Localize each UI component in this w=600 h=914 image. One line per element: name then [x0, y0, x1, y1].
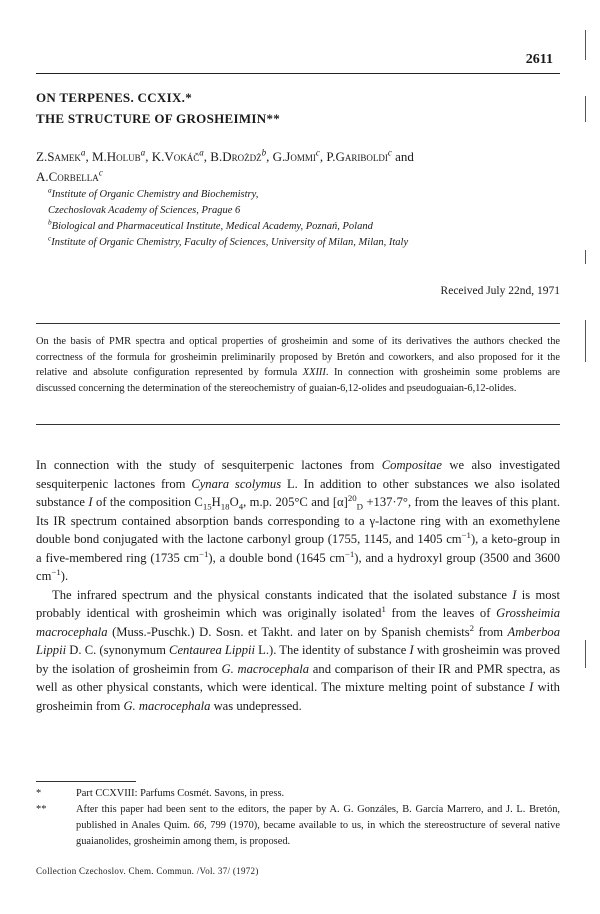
footnotes: [36, 786, 560, 850]
text-run: and comparison of their IR and PMR spectra, as well as other physical constants, which were identical. The mixture melting point of substance: [36, 661, 560, 694]
edge-mark: [585, 250, 586, 264]
abstract-top-rule: [36, 323, 560, 324]
rotation-temperature: 20: [347, 492, 357, 503]
footnote: [36, 786, 560, 802]
author-name: K.Vokáč: [151, 149, 200, 164]
author-name: M.Holub: [91, 149, 141, 164]
text-run: The infrared spectrum and the physical constants indicated that the isolated substance: [52, 587, 513, 602]
text-run: ).: [60, 569, 69, 583]
footnote-mark: **: [36, 804, 47, 815]
unit-exponent: −1: [51, 566, 61, 577]
formula-subscript: 4: [238, 501, 244, 512]
edge-mark: [585, 640, 586, 668]
affiliation: [48, 235, 568, 251]
rotation-line: D: [356, 501, 364, 512]
text-run: O: [229, 495, 239, 509]
affiliation-text: Institute of Organic Chemistry and Biochemistry,: [51, 189, 259, 200]
taxon-name: Amberboa Lippii: [36, 624, 560, 657]
text-run: L. In addition to other substances we also isolated substance: [36, 476, 560, 509]
abstract-bottom-rule: [36, 424, 560, 425]
text-run: In connection with the study of sesquiterpenic lactones from: [36, 458, 382, 472]
formula-subscript: 18: [220, 501, 230, 512]
text-run: (Muss.-Puschk.) D. Sosn. et Takht. and later on by Spanish chemists: [107, 624, 470, 639]
taxon-name: G. macrocephala: [123, 698, 211, 713]
page-number: 2611: [525, 52, 553, 67]
affiliation-label: a: [48, 185, 52, 195]
text-run: ), a double bond (1645 cm: [208, 550, 345, 565]
affiliation: [48, 187, 568, 203]
edge-mark: [585, 320, 586, 362]
affiliation: [48, 219, 568, 235]
affiliation-mark: c: [387, 147, 392, 158]
abstract-text: . In connection with grosheimin some problems are discussed concerning the determination of the stereochemistry of guaian-6,12-olides and pseudoguaian-6,12-olides.: [36, 367, 560, 395]
compound-ref: I: [409, 643, 414, 657]
received-date: Received July 22nd, 1971: [440, 285, 560, 297]
unit-exponent: −1: [199, 548, 209, 559]
body-text: [36, 456, 560, 715]
text-run: with grosheimin from: [36, 680, 560, 713]
author-name: A.Corbella: [36, 169, 99, 184]
text-run: we also investigated sesquiterpenic lactones from: [36, 458, 560, 491]
text-run: , m.p. 205°C and [α]: [243, 495, 348, 509]
footnote-text: Part CCXVIII: Parfums Cosmét. Savons, in press.: [76, 788, 285, 799]
text-run: D. C. (synonymum: [66, 643, 170, 657]
citation-mark: 2: [469, 622, 475, 633]
journal-footer: Collection Czechoslov. Chem. Commun. /Vol. 37/ (1972): [36, 866, 259, 876]
edge-mark: [585, 96, 586, 122]
affiliation-mark: b: [261, 147, 267, 158]
journal-volume: 66: [193, 820, 205, 831]
text-run: of the composition C: [92, 495, 203, 509]
text-run: from: [474, 624, 508, 639]
affiliation: [48, 203, 568, 219]
abstract: [36, 334, 560, 397]
footnote-text: After this paper had been sent to the editors, the paper by A. G. Gonzáles, B. García Marrero, and J. L. Bretón, published in Anales Quim.: [76, 804, 560, 831]
authors-conjunction: and: [395, 149, 414, 164]
formula-subscript: 15: [202, 501, 212, 512]
text-run: is most probably identical with grosheimin which was originally isolated: [36, 587, 560, 620]
affiliation-text: Biological and Pharmaceutical Institute, Medical Academy, Poznań, Poland: [51, 221, 373, 232]
article-series-title: ON TERPENES. CCXIX.*: [36, 90, 193, 105]
paragraph: [36, 456, 560, 586]
affiliation-mark: a: [140, 147, 146, 158]
footnote: [36, 802, 560, 850]
formula-ref: XXIII: [302, 367, 326, 379]
affiliation-mark: a: [199, 147, 204, 158]
affiliation-mark: c: [98, 167, 103, 178]
citation-mark: 1: [381, 603, 386, 614]
author-list: Z.Samek$^a$, M.Holub$^a$, K.Vokáč$^a$, B.Drożdż$^b$, G.Jommi$^c$, P.Gariboldi$^c$ and A.Corbella$^c$: [36, 147, 414, 184]
text-run: was undepressed.: [210, 698, 302, 713]
footnote-mark: *: [36, 788, 42, 799]
author-name: G.Jommi: [272, 149, 316, 164]
affiliation-mark: c: [315, 147, 320, 158]
affiliation-text: Institute of Organic Chemistry, Faculty of Sciences, University of Milan, Milan, Italy: [51, 237, 409, 248]
author-name: P.Gariboldi: [326, 149, 388, 164]
paragraph: [36, 586, 560, 716]
affiliation-label: b: [48, 217, 52, 227]
text-run: L.). The identity of substance: [255, 643, 410, 657]
text-run: from the leaves of: [385, 606, 497, 620]
compound-ref: I: [529, 680, 534, 694]
text-run: +137·7°, from the leaves of this plant. Its IR spectrum contained absorption bands corresponding to a γ-lactone ring with an exomethylene double bond conjugated with the lactone carbonyl group (1755, 1145, and 1405 cm: [36, 495, 560, 546]
affiliations: [48, 187, 568, 251]
footnote-rule: [36, 781, 136, 782]
affiliation-text: Czechoslovak Academy of Sciences, Prague 6: [48, 205, 241, 216]
text-run: H: [211, 495, 221, 509]
taxon-name: Compositae: [381, 458, 442, 472]
text-run: ), and a hydroxyl group (3500 and 3600 cm: [36, 550, 561, 583]
affiliation-mark: a: [80, 147, 86, 158]
unit-exponent: −1: [344, 548, 355, 559]
header-rule: [36, 73, 560, 74]
compound-ref: I: [512, 587, 517, 602]
text-run: with grosheimin was proved by the isolation of grosheimin from: [36, 643, 560, 676]
unit-exponent: −1: [461, 529, 471, 540]
taxon-name: Cynara scolymus: [191, 476, 282, 491]
edge-mark: [585, 30, 586, 60]
taxon-name: Grossheimia macrocephala: [36, 606, 560, 639]
abstract-text: On the basis of PMR spectra and optical properties of grosheimin and some of its derivatives the authors checked the correctness of the formula for grosheimin preliminarily proposed by Bretón and coworkers, and also proposed for it the relative and absolute configuration represented by formula: [36, 336, 560, 379]
author-name: B.Drożdż: [210, 149, 262, 164]
compound-ref: I: [88, 495, 93, 509]
footnote-text: , 799 (1970), became available to us, in which the stereostructure of several native guaianolides, grosheimin among them, is proposed.: [76, 820, 560, 847]
taxon-name: G. macrocephala: [221, 661, 310, 676]
affiliation-label: c: [48, 233, 52, 243]
author-name: Z.Samek: [36, 149, 81, 164]
taxon-name: Centaurea Lippii: [169, 643, 256, 657]
article-title: THE STRUCTURE OF GROSHEIMIN**: [36, 111, 281, 126]
text-run: ), a keto-group in a five-membered ring (1735 cm: [36, 532, 560, 565]
